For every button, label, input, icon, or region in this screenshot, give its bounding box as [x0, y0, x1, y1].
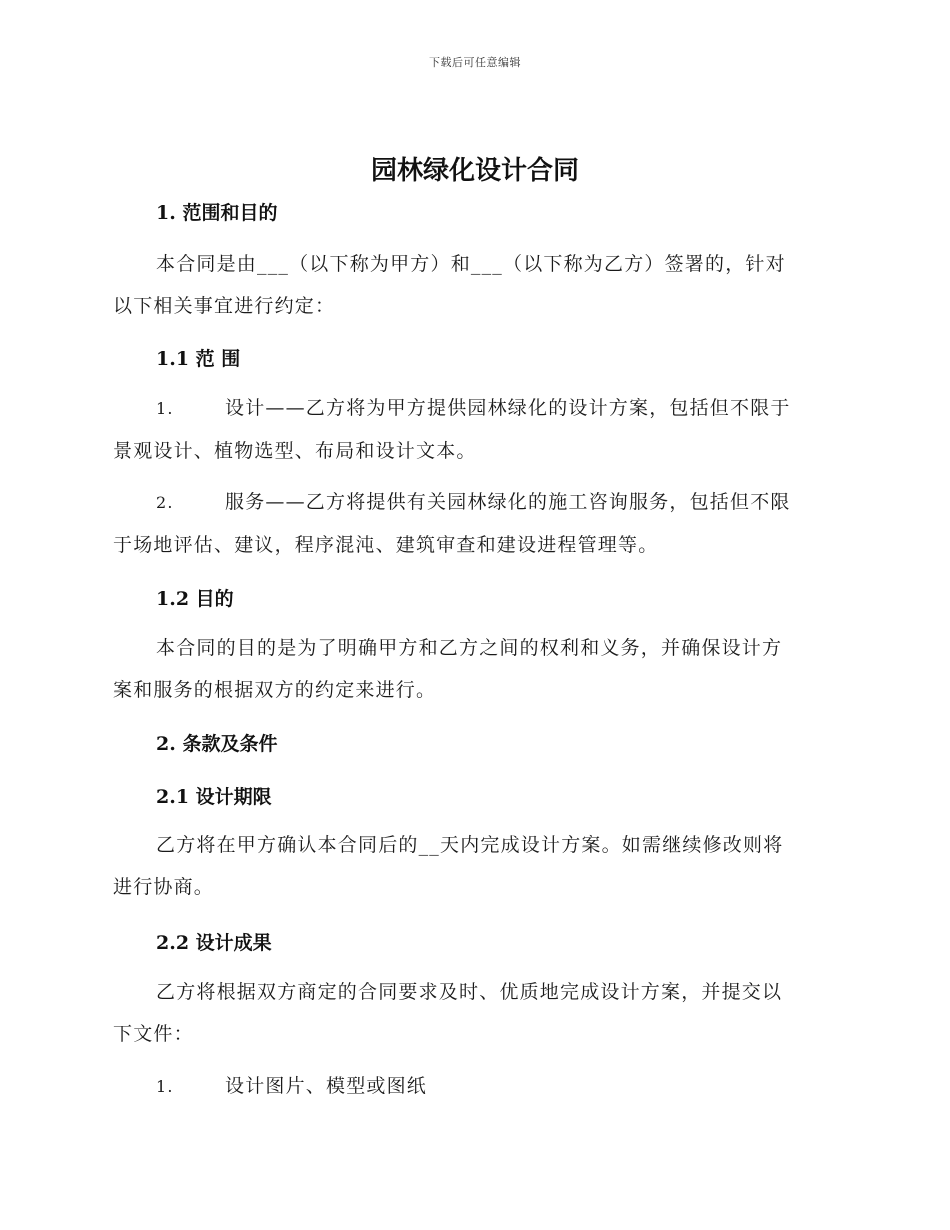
section-2-1-paragraph — [113, 824, 831, 908]
list-item-text-line-1: 设计——乙方将为甲方提供园林绿化的设计方案，包括但不限于 — [225, 397, 791, 419]
section-1-intro-line-1: 本合同是由___（以下称为甲方）和___（以下称为乙方）签署的，针对 — [156, 253, 786, 275]
section-1-heading: 1. 范围和目的 — [156, 202, 278, 224]
section-1-2-heading: 1.2 目的 — [156, 588, 234, 610]
section-1-2-paragraph — [113, 627, 831, 711]
section-1-1-heading: 1.1 范 围 — [156, 348, 241, 370]
section-1-2-line-2: 案和服务的根据双方的约定来进行。 — [113, 679, 437, 701]
list-item-text-line-2: 景观设计、植物选型、布局和设计文本。 — [113, 440, 477, 462]
section-2-heading: 2. 条款及条件 — [156, 733, 278, 755]
list-item-text-line-1: 服务——乙方将提供有关园林绿化的施工咨询服务，包括但不限 — [225, 491, 791, 513]
page-header-note: 下载后可任意编辑 — [429, 56, 521, 69]
scope-list-item-2 — [113, 481, 831, 566]
section-2-1-line-1: 乙方将在甲方确认本合同后的__天内完成设计方案。如需继续修改则将 — [156, 834, 784, 856]
list-item-number: 2. — [156, 493, 174, 512]
section-2-2-line-1: 乙方将根据双方商定的合同要求及时、优质地完成设计方案，并提交以 — [156, 981, 783, 1003]
section-2-1-line-2: 进行协商。 — [113, 876, 215, 898]
section-2-2-heading: 2.2 设计成果 — [156, 932, 272, 954]
section-2-2-paragraph — [113, 971, 831, 1055]
list-item-number: 1. — [156, 399, 174, 418]
section-1-intro-line-2: 以下相关事宜进行约定： — [113, 295, 336, 317]
section-1-2-line-1: 本合同的目的是为了明确甲方和乙方之间的权利和义务，并确保设计方 — [156, 637, 783, 659]
section-2-1-heading: 2.1 设计期限 — [156, 786, 272, 808]
document-title: 园林绿化设计合同 — [370, 156, 579, 186]
section-2-2-line-2: 下文件： — [113, 1023, 194, 1045]
scope-list-item-1 — [113, 387, 831, 472]
list-item-number: 1. — [156, 1077, 174, 1096]
list-item-text-line-2: 于场地评估、建议，程序混沌、建筑审查和建设进程管理等。 — [113, 534, 659, 556]
section-1-intro-paragraph — [113, 243, 831, 327]
deliverables-list-item-1 — [113, 1065, 831, 1108]
list-item-text: 设计图片、模型或图纸 — [225, 1075, 428, 1097]
